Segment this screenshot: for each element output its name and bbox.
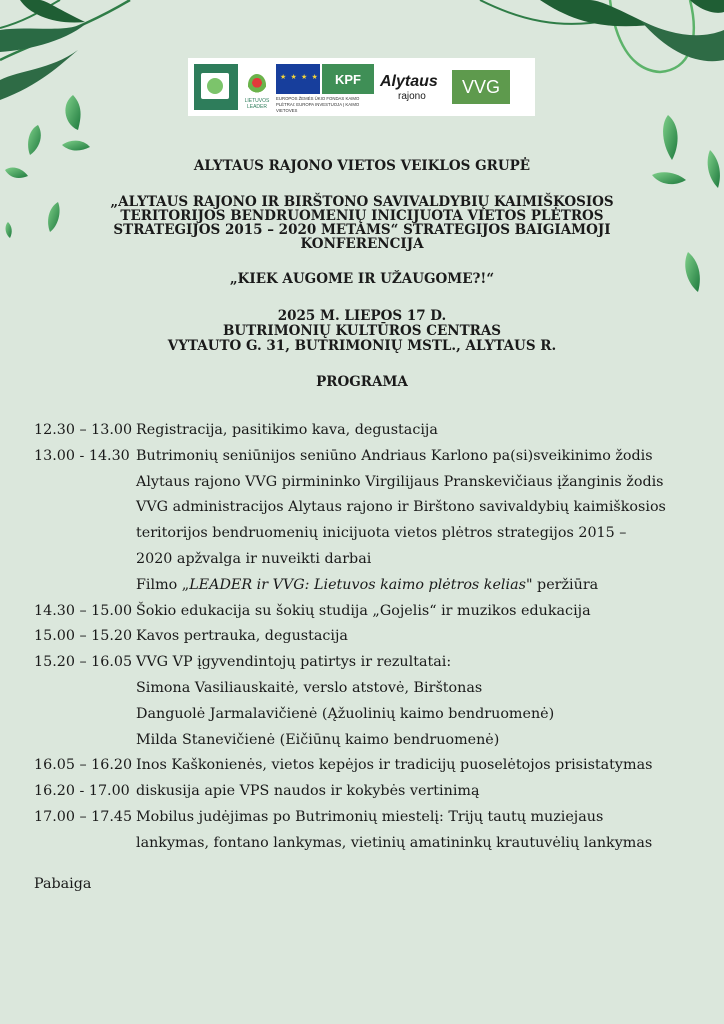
program-item: diskusija apie VPS naudos ir kokybės vertinimą [136,783,480,800]
organization-title: ALYTAUS RAJONO VIETOS VEIKLOS GRUPĖ [193,158,531,174]
program-item: 2020 apžvalga ir nuveikti darbai [136,550,372,567]
program-item: teritorijos bendruomenių inicijuota vietos plėtros strategijos 2015 – [136,525,627,542]
program-item-film [136,573,598,599]
event-venue: BUTRIMONIŲ KULTŪROS CENTRAS [222,323,502,339]
program-row [34,650,694,676]
program-row [34,805,694,831]
sponsor-logo-bar [188,58,535,116]
program-item: Alytaus rajono VVG pirmininko Virgilijaus Pranskevičiaus įžanginis žodis [136,473,664,490]
program-item: VVG VP įgyvendintojų patirtys ir rezultatai: [136,654,452,671]
program-row [34,728,694,754]
program-time: 15.20 – 16.05 [34,654,133,671]
program-row [34,624,694,650]
program-row [34,753,694,779]
program-time: 17.00 – 17.45 [34,808,133,825]
flower-icon [248,74,266,96]
program-row [34,444,694,470]
conference-title-line-2: TERITORIJOS BENDRUOMENIŲ INICIJUOTA VIETOS PLĖTROS [120,208,604,224]
leader-logo-icon [194,64,238,110]
program-title: PROGRAMA [316,374,408,390]
program-row [34,547,694,573]
vine-icon [0,0,130,100]
program-time: 16.20 - 17.00 [34,783,130,800]
vvg-logo: VVG [452,70,510,104]
alytaus-text: Alytaus [380,72,438,90]
conference-title-line-1: „ALYTAUS RAJONO IR BIRŠTONO SAVIVALDYBIŲ KAIMIŠKOSIOS [110,194,614,210]
program-ending: Pabaiga [34,876,92,892]
program-time: 13.00 - 14.30 [34,447,130,464]
program-item: Inos Kaškonienės, vietos kepėjos ir tradicijų puoselėtojos prisistatymas [136,757,653,774]
program-item: Butrimonių seniūnijos seniūno Andriaus Karlono pa(si)sveikinimo žodis [136,447,653,464]
program-item: lankymas, fontano lankymas, vietinių amatininkų krautuvėlių lankymas [136,834,653,851]
program-item: Simona Vasiliauskaitė, verslo atstovė, Birštonas [136,679,483,696]
conference-title-line-3: STRATEGIJOS 2015 – 2020 METAMS“ STRATEGIJOS BAIGIAMOJI [113,222,611,238]
event-address: VYTAUTO G. 31, BUTRIMONIŲ MSTL., ALYTAUS R. [167,338,557,354]
program-time: 14.30 – 15.00 [34,602,133,619]
program-row [34,831,694,857]
program-row [34,573,694,599]
alytaus-rajono-logo [380,64,446,110]
program-row [34,470,694,496]
program-item: Mobilus judėjimas po Butrimonių miestelį: Trijų tautų muziejaus [136,808,604,825]
program-time: 12.30 – 13.00 [34,422,133,438]
program-item: Kavos pertrauka, degustacija [136,628,348,645]
program-time: 16.05 – 16.20 [34,757,133,774]
program-item: Milda Stanevičienė (Eičiūnų kaimo bendruomenė) [136,731,500,748]
film-title: LEADER ir VVG: Lietuvos kaimo plėtros kelias [189,576,526,593]
event-date: 2025 M. LIEPOS 17 D. [277,308,447,324]
program-row [34,779,694,805]
program-row [34,418,694,444]
program-time: 15.00 – 15.20 [34,628,133,645]
kpf-logo-text: KPF [322,64,374,94]
program-item: Registracija, pasitikimo kava, degustacija [136,422,438,438]
conference-motto: „KIEK AUGOME IR UŽAUGOME?!“ [229,271,495,287]
program-row [34,599,694,625]
eu-kpf-logo [276,64,374,113]
film-prefix: Filmo „ [136,576,190,593]
rajono-text: rajono [398,90,426,102]
program-row [34,495,694,521]
program-list [34,418,694,857]
lietuvos-leader-logo [244,64,270,110]
eu-flag-icon [276,64,320,94]
conference-title-line-4: KONFERENCIJA [300,236,424,252]
program-item: Šokio edukacija su šokių studija „Gojelis“ ir muzikos edukacija [136,602,591,619]
program-row [34,676,694,702]
program-row [34,521,694,547]
program-item: Danguolė Jarmalavičienė (Ąžuolinių kaimo bendruomenė) [136,705,555,722]
lietuvos-leader-text: LIETUVOS LEADER [244,98,270,110]
film-suffix: " peržiūra [525,576,599,593]
program-item: VVG administracijos Alytaus rajono ir Birštono savivaldybių kaimiškosios [136,499,666,516]
program-row [34,702,694,728]
eu-fund-text: EUROPOS ŽEMĖS ŪKIO FONDAS KAIMO PLĖTRAI: EUROPA INVESTUOJA Į KAIMO VIETOVES [276,96,360,113]
